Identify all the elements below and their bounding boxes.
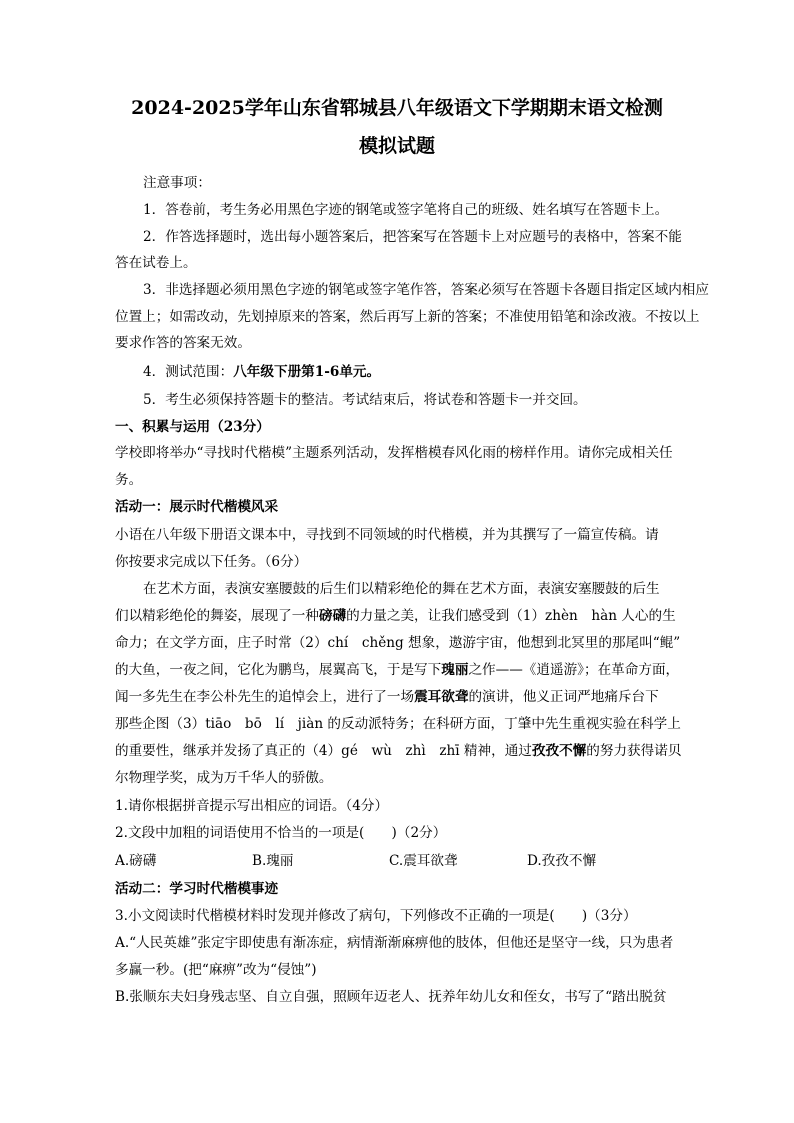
- passage-line2-part2: 的力量之美，让我们感受到（1）zhèn hàn 人心的生: [346, 608, 676, 624]
- note-5: 5．考生必须保持答题卡的整洁。考试结束后，将试卷和答题卡一并交回。: [143, 392, 587, 408]
- bold-word-pangbo: 磅礴: [318, 608, 347, 624]
- section1-intro-line2: 务。: [115, 472, 143, 488]
- bold-word-zhenerYulong: 震耳欲聋: [414, 689, 469, 705]
- exam-title-line1: 2024-2025学年山东省郓城县八年级语文下学期期末语文检测: [131, 97, 663, 119]
- question-3: 3.小文阅读时代楷模材料时发现并修改了病句，下列修改不正确的一项是( )（3分）: [115, 908, 637, 924]
- q3-option-a-line1: A.“人民英雄”张定宇即使患有渐冻症，病情渐渐麻痹他的肢体，但他还是坚守一线，只为患者: [115, 935, 674, 951]
- option-d: D.孜孜不懈: [527, 853, 597, 869]
- passage-line7-part1: 的重要性，继承并发扬了真正的（4）gé wù zhì zhī 精神，通过: [115, 743, 532, 759]
- passage-line3: 命力；在文学方面，庄子时常（2）chí chěng 想象，遨游宇宙，他想到北冥里的那尾叫“鲲”: [115, 635, 681, 651]
- passage-line2: [115, 606, 685, 626]
- option-b: B.瑰丽: [252, 853, 294, 869]
- activity2-heading: 活动二：学习时代楷模事迹: [115, 881, 279, 897]
- section1-intro-line1: 学校即将举办“寻找时代楷模”主题系列活动，发挥楷模春风化雨的榜样作用。请你完成相关任: [115, 445, 673, 461]
- question-2: 2.文段中加粗的词语使用不恰当的一项是( )（2分）: [115, 825, 447, 841]
- note-2-line2: 答在试卷上。: [115, 255, 197, 271]
- bold-word-guili: 瑰丽: [441, 662, 469, 678]
- bold-word-zizibuxie: 孜孜不懈: [531, 743, 587, 759]
- question-1: 1.请你根据拼音提示写出相应的词语。（4分）: [115, 798, 389, 814]
- note-3-line2: 位置上；如需改动，先划掉原来的答案，然后再写上新的答案；不准使用铅笔和涂改液。不按以上: [115, 309, 700, 325]
- passage-line4-part2: 之作——《逍遥游》；在革命方面，: [468, 662, 680, 678]
- passage-line8: 尔物理学奖，成为万千华人的骄傲。: [115, 770, 333, 786]
- option-c: C.震耳欲聋: [389, 853, 458, 869]
- note-2-line1: 2．作答选择题时，选出每小题答案后，把答案写在答题卡上对应题号的表格中，答案不能: [143, 229, 682, 245]
- exam-title-line2: 模拟试题: [358, 135, 435, 157]
- note-1: 1．答卷前，考生务必用黑色字迹的钢笔或签字笔将自己的班级、姓名填写在答题卡上。: [143, 202, 669, 218]
- passage-line5-part1: 闻一多先生在李公朴先生的追悼会上，进行了一场: [115, 689, 415, 705]
- passage-line7-part2: 的努力获得诺贝: [586, 743, 682, 759]
- passage-line1: 在艺术方面，表演安塞腰鼓的后生们以精彩绝伦的舞在艺术方面，表演安塞腰鼓的后生: [143, 581, 660, 597]
- passage-line5-part2: 的演讲，他义正词严地痛斥台下: [468, 689, 659, 705]
- note-4-prefix: 4．测试范围：: [143, 364, 234, 380]
- note-4-scope: 八年级下册第1-6单元。: [233, 364, 381, 380]
- note-3-line1: 3．非选择题必须用黑色字迹的钢笔或签字笔作答，答案必须写在答题卡各题目指定区域内相应: [143, 282, 709, 298]
- note-4: [143, 362, 685, 382]
- q3-option-a-line2: 多赢一秒。(把“麻痹”改为“侵蚀”): [115, 962, 317, 978]
- activity1-heading: 活动一：展示时代楷模风采: [115, 499, 279, 515]
- passage-line4-part1: 的大鱼，一夜之间，它化为鹏鸟，展翼高飞，于是写下: [115, 662, 442, 678]
- q3-option-b-line1: B.张顺东夫妇身残志坚、自立自强，照顾年迈老人、抚养年幼儿女和侄女，书写了“踏出脱贫: [115, 989, 667, 1005]
- passage-line5: [115, 687, 685, 707]
- activity1-task-line1: 小语在八年级下册语文课本中，寻找到不同领域的时代楷模，并为其撰写了一篇宣传稿。请: [115, 527, 659, 543]
- passage-line4: [115, 660, 685, 680]
- note-3-line3: 要求作答的答案无效。: [115, 335, 251, 351]
- activity1-task-line2: 你按要求完成以下任务。（6分）: [115, 554, 308, 570]
- passage-line7: [115, 741, 685, 761]
- option-a: A.磅礴: [115, 853, 157, 869]
- passage-line2-part1: 们以精彩绝伦的舞姿，展现了一种: [115, 608, 319, 624]
- passage-line6: 那些企图（3）tiāo bō lí jiàn 的反动派特务；在科研方面，丁肇中先生重视实验在科学上: [115, 716, 681, 732]
- notes-heading: 注意事项：: [143, 175, 211, 191]
- section1-heading: 一、积累与运用（23分）: [115, 419, 270, 435]
